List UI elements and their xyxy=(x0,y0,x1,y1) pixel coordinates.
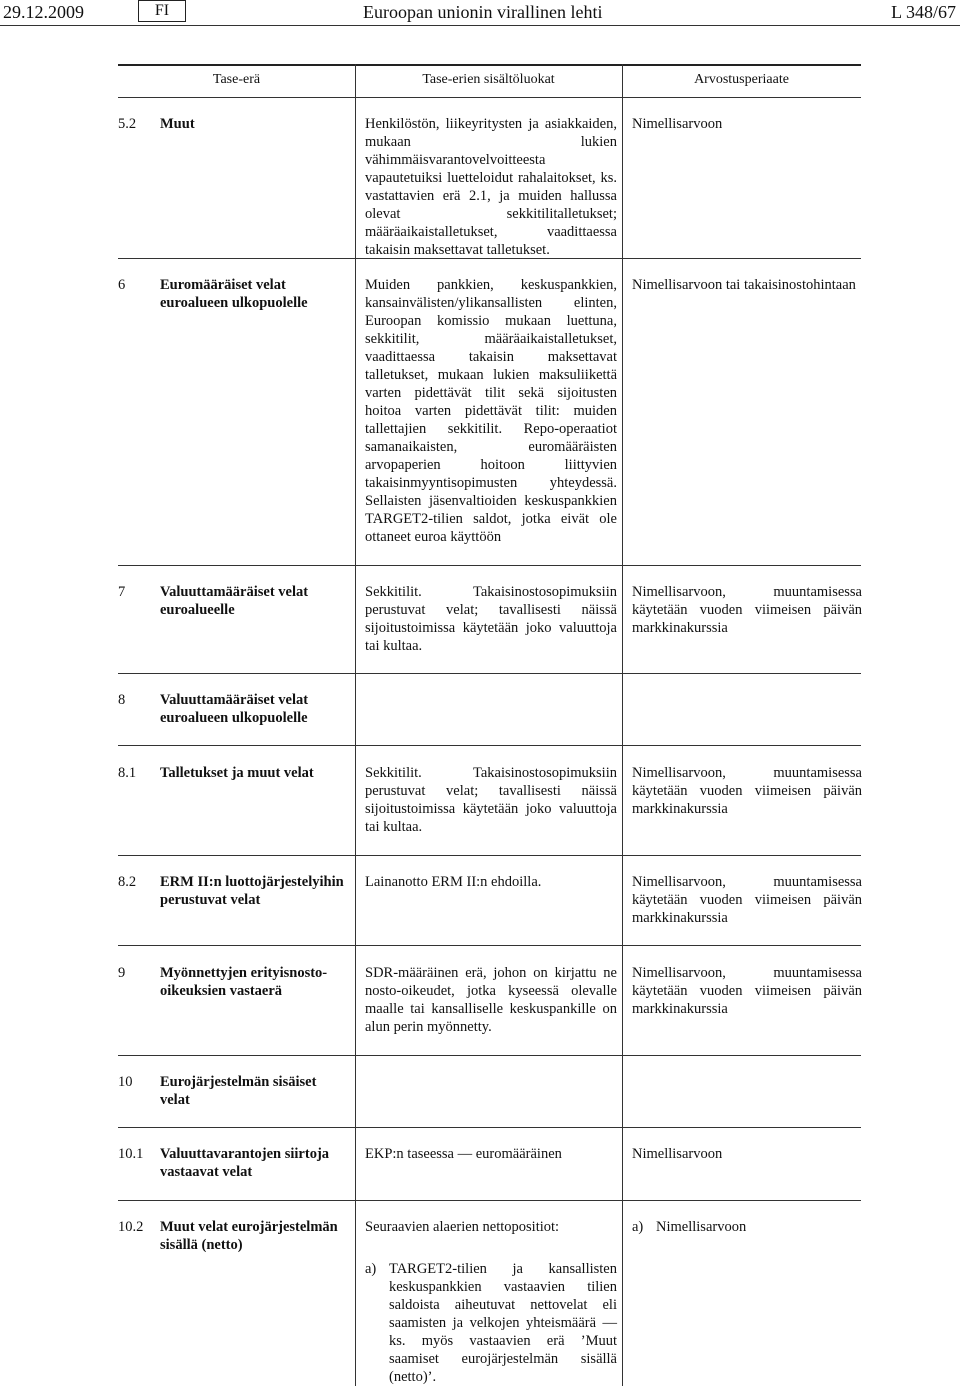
subitem xyxy=(365,1260,617,1386)
valuation-label: a) xyxy=(632,1219,644,1235)
row-valuation: Nimellisarvoon, muuntamisessa käytetään vuoden viimeisen päivän markkinakurssia xyxy=(632,965,862,1017)
col-header-content: Tase-erien sisältöluokat xyxy=(422,72,555,87)
row-rule xyxy=(118,855,861,856)
row-rule xyxy=(118,1127,861,1128)
valuation-text: Nimellisarvoon xyxy=(656,1219,747,1235)
row-rule xyxy=(118,1055,861,1056)
col-header-item: Tase-erä xyxy=(212,72,261,87)
journal-title: Euroopan unionin virallinen lehti xyxy=(363,2,603,22)
subitem-label: a) xyxy=(365,1261,377,1277)
row-number: 10 xyxy=(118,1074,133,1090)
row-rule xyxy=(118,565,861,566)
row-number: 6 xyxy=(118,277,126,293)
row-content: EKP:n taseessa — euromääräinen xyxy=(365,1146,562,1162)
page-number: L 348/67 xyxy=(891,2,956,22)
row-number: 8.2 xyxy=(118,874,137,890)
row-item: Talletukset ja muut velat xyxy=(160,765,314,781)
row-number: 5.2 xyxy=(118,116,137,132)
row-valuation: Nimellisarvoon tai takaisinostohintaan xyxy=(632,277,856,293)
row-item: Muut xyxy=(160,116,195,132)
row-rule xyxy=(118,1200,861,1201)
row-rule xyxy=(118,745,861,746)
row-number: 7 xyxy=(118,584,126,600)
header-date: 29.12.2009 xyxy=(3,2,84,22)
col-header-valuation: Arvostusperiaate xyxy=(694,72,789,87)
row-number: 8.1 xyxy=(118,765,137,781)
table-header-rule xyxy=(118,97,861,98)
table-top-rule xyxy=(118,64,861,66)
row-content: Henkilöstön, liikeyritysten ja asiakkaiden, mukaan lukien vähimmäisvarantovelvoitteesta vapautetuiksi luetteloidut rahalaitokset, ks. vastattavien erä 2.1, ja muiden hallussa olevat sekkitilitalletukset; määräaikaistalletukset, vaadittaessa takaisin maksettavat talletukset. xyxy=(365,116,617,258)
row-content: Sekkitilit. Takaisinostosopimuksiin perustuvat velat; tavallisesti näissä sijoitustoimissa käytetään joko valuuttoja tai kultaa. xyxy=(365,765,617,835)
page-header xyxy=(0,0,960,26)
row-content-subitem xyxy=(365,1260,617,1386)
row-item: Valuuttamääräiset velat euroalueelle xyxy=(160,584,309,618)
row-content: Muiden pankkien, keskuspankkien, kansainvälisten/ylikansallisten elinten, Euroopan komissio mukaan luettuna, sekkitilit, määräaikaistalletukset, vaadittaessa takaisin maksettavat talletukset, mukaan lukien maksuliikettä varten pidettävät tilit sekä sijoitusten hoitoa varten pidettävät tilit: muiden tallettajien sekkitilit. Repo-operaatiot samanaikaisten, euromääräisten arvopaperien hoitoon liittyvien takaisinmyyntisopimusten yhteydessä. Sellaisten jäsenvaltioiden keskuspankkien TARGET2-tilien saldot, jotka eivät ole ottaneet euroa käyttöön xyxy=(365,277,617,545)
row-content: Lainanotto ERM II:n ehdoilla. xyxy=(365,874,542,890)
row-content: Sekkitilit. Takaisinostosopimuksiin perustuvat velat; tavallisesti näissä sijoitustoimissa käytetään joko valuuttoja tai kultaa. xyxy=(365,584,617,654)
row-valuation: Nimellisarvoon, muuntamisessa käytetään vuoden viimeisen päivän markkinakurssia xyxy=(632,874,862,926)
row-valuation: Nimellisarvoon, muuntamisessa käytetään vuoden viimeisen päivän markkinakurssia xyxy=(632,584,862,636)
row-valuation: Nimellisarvoon xyxy=(632,1146,723,1162)
row-item: Eurojärjestelmän sisäiset velat xyxy=(160,1074,317,1108)
row-item: Valuuttavarantojen siirtoja vastaavat velat xyxy=(160,1146,330,1180)
language-badge: FI xyxy=(138,0,186,22)
row-content: SDR-määräinen erä, johon on kirjattu ne nosto-oikeudet, jotka kyseessä olevalle maalle tai kansalliselle keskuspankille on alun perin myönnetty. xyxy=(365,965,617,1035)
column-divider-1 xyxy=(355,64,356,1386)
subitem-text: TARGET2-tilien ja kansallisten keskuspankkien vastaavien tilien saldoista aiheutuvat nettovelat eli saamisten ja velkojen yhteismäärä — ks. myös vastaavien erä ’Muut saamiset eurojärjestelmän sisällä (netto)’. xyxy=(389,1261,617,1385)
row-valuation: Nimellisarvoon xyxy=(632,116,723,132)
row-number: 9 xyxy=(118,965,126,981)
row-valuation xyxy=(632,1218,862,1236)
row-item: ERM II:n luottojärjestelyihin perustuvat velat xyxy=(160,874,344,908)
row-content: Seuraavien alaerien nettopositiot: xyxy=(365,1219,560,1235)
row-rule xyxy=(118,673,861,674)
row-item: Valuuttamääräiset velat euroalueen ulkopuolelle xyxy=(160,692,309,726)
header-rule xyxy=(0,25,960,26)
row-item: Muut velat eurojärjestelmän sisällä (netto) xyxy=(160,1219,338,1253)
row-rule xyxy=(118,945,861,946)
column-divider-2 xyxy=(622,64,623,1386)
row-item: Euromääräiset velat euroalueen ulkopuolelle xyxy=(160,277,308,311)
row-number: 10.2 xyxy=(118,1219,144,1235)
row-number: 8 xyxy=(118,692,126,708)
row-item: Myönnettyjen erityisnosto-oikeuksien vastaerä xyxy=(160,965,328,999)
row-valuation: Nimellisarvoon, muuntamisessa käytetään vuoden viimeisen päivän markkinakurssia xyxy=(632,765,862,817)
row-number: 10.1 xyxy=(118,1146,144,1162)
